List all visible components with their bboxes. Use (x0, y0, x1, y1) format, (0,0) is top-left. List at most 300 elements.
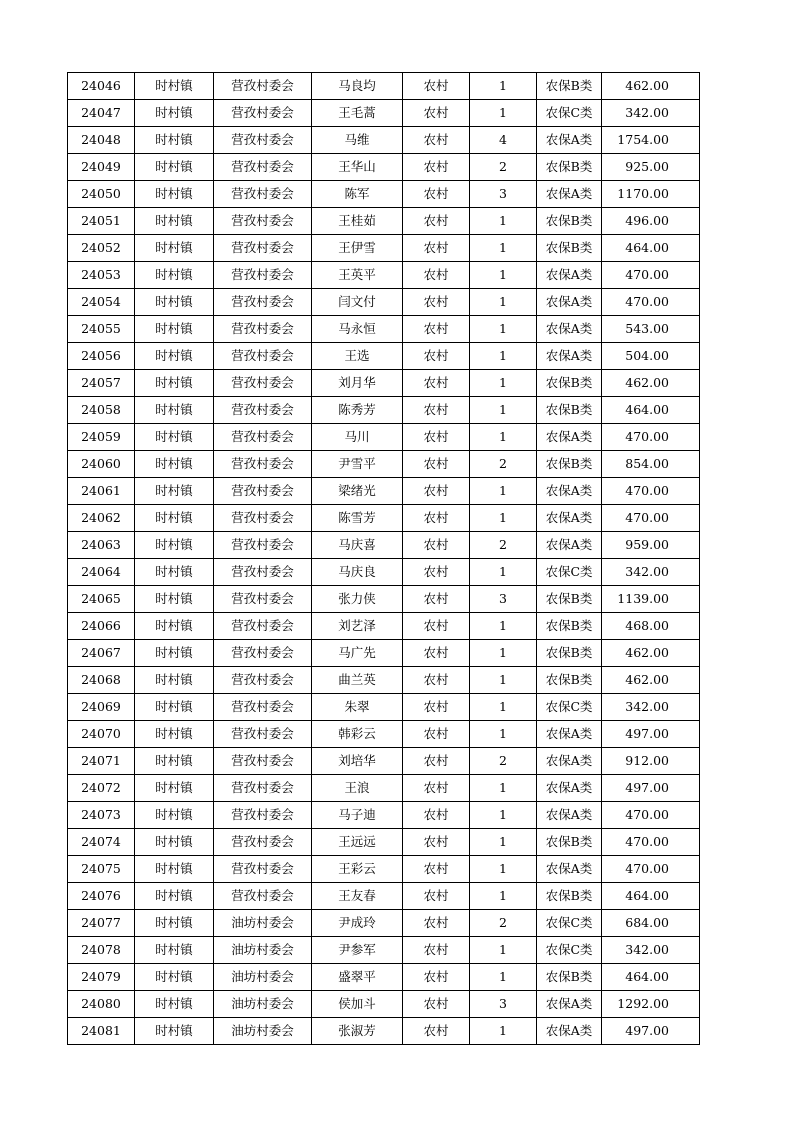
area-type-cell: 农村 (403, 910, 470, 937)
household-count-cell: 1 (470, 316, 537, 343)
table-row (68, 694, 700, 721)
town-cell: 时村镇 (135, 505, 214, 532)
record-id-cell: 24072 (68, 775, 135, 802)
area-type-cell: 农村 (403, 154, 470, 181)
table-row (68, 424, 700, 451)
insurance-category-cell: 农保A类 (537, 289, 602, 316)
village-committee-cell: 营孜村委会 (214, 478, 312, 505)
insurance-category-cell: 农保B类 (537, 73, 602, 100)
insurance-category-cell: 农保C类 (537, 694, 602, 721)
insurance-category-cell: 农保B类 (537, 829, 602, 856)
town-cell: 时村镇 (135, 694, 214, 721)
insurance-category-cell: 农保A类 (537, 991, 602, 1018)
household-count-cell: 3 (470, 181, 537, 208)
household-count-cell: 1 (470, 856, 537, 883)
insurance-category-cell: 农保A类 (537, 775, 602, 802)
area-type-cell: 农村 (403, 775, 470, 802)
person-name-cell: 刘月华 (312, 370, 403, 397)
table-row (68, 73, 700, 100)
area-type-cell: 农村 (403, 100, 470, 127)
amount-cell: 342.00 (602, 559, 700, 586)
town-cell: 时村镇 (135, 910, 214, 937)
person-name-cell: 梁绪光 (312, 478, 403, 505)
person-name-cell: 张力侠 (312, 586, 403, 613)
record-id-cell: 24077 (68, 910, 135, 937)
insurance-category-cell: 农保A类 (537, 262, 602, 289)
amount-cell: 1139.00 (602, 586, 700, 613)
amount-cell: 462.00 (602, 370, 700, 397)
amount-cell: 342.00 (602, 100, 700, 127)
household-count-cell: 1 (470, 667, 537, 694)
village-committee-cell: 营孜村委会 (214, 532, 312, 559)
person-name-cell: 马川 (312, 424, 403, 451)
record-id-cell: 24059 (68, 424, 135, 451)
insurance-category-cell: 农保A类 (537, 748, 602, 775)
village-committee-cell: 营孜村委会 (214, 505, 312, 532)
town-cell: 时村镇 (135, 289, 214, 316)
area-type-cell: 农村 (403, 505, 470, 532)
household-count-cell: 2 (470, 532, 537, 559)
town-cell: 时村镇 (135, 343, 214, 370)
record-id-cell: 24066 (68, 613, 135, 640)
table-row (68, 532, 700, 559)
household-count-cell: 1 (470, 505, 537, 532)
household-count-cell: 1 (470, 100, 537, 127)
person-name-cell: 闫文付 (312, 289, 403, 316)
insurance-category-cell: 农保B类 (537, 964, 602, 991)
town-cell: 时村镇 (135, 478, 214, 505)
insurance-category-cell: 农保A类 (537, 802, 602, 829)
village-committee-cell: 营孜村委会 (214, 667, 312, 694)
area-type-cell: 农村 (403, 586, 470, 613)
household-count-cell: 1 (470, 397, 537, 424)
insurance-category-cell: 农保B类 (537, 586, 602, 613)
village-committee-cell: 营孜村委会 (214, 640, 312, 667)
village-committee-cell: 营孜村委会 (214, 100, 312, 127)
table-row (68, 937, 700, 964)
person-name-cell: 王毛蒿 (312, 100, 403, 127)
person-name-cell: 王友春 (312, 883, 403, 910)
amount-cell: 470.00 (602, 424, 700, 451)
insurance-category-cell: 农保A类 (537, 1018, 602, 1045)
person-name-cell: 王选 (312, 343, 403, 370)
village-committee-cell: 营孜村委会 (214, 748, 312, 775)
insurance-category-cell: 农保C类 (537, 559, 602, 586)
record-id-cell: 24080 (68, 991, 135, 1018)
town-cell: 时村镇 (135, 235, 214, 262)
household-count-cell: 1 (470, 478, 537, 505)
town-cell: 时村镇 (135, 775, 214, 802)
household-count-cell: 1 (470, 964, 537, 991)
record-id-cell: 24064 (68, 559, 135, 586)
household-count-cell: 4 (470, 127, 537, 154)
amount-cell: 468.00 (602, 613, 700, 640)
record-id-cell: 24062 (68, 505, 135, 532)
amount-cell: 470.00 (602, 829, 700, 856)
person-name-cell: 侯加斗 (312, 991, 403, 1018)
amount-cell: 959.00 (602, 532, 700, 559)
village-committee-cell: 营孜村委会 (214, 559, 312, 586)
area-type-cell: 农村 (403, 721, 470, 748)
town-cell: 时村镇 (135, 451, 214, 478)
area-type-cell: 农村 (403, 343, 470, 370)
table-row (68, 910, 700, 937)
village-committee-cell: 营孜村委会 (214, 451, 312, 478)
table-row (68, 991, 700, 1018)
record-id-cell: 24065 (68, 586, 135, 613)
area-type-cell: 农村 (403, 802, 470, 829)
insurance-category-cell: 农保B类 (537, 370, 602, 397)
town-cell: 时村镇 (135, 991, 214, 1018)
table-row (68, 559, 700, 586)
person-name-cell: 王浪 (312, 775, 403, 802)
amount-cell: 464.00 (602, 883, 700, 910)
village-committee-cell: 营孜村委会 (214, 127, 312, 154)
record-id-cell: 24069 (68, 694, 135, 721)
record-id-cell: 24079 (68, 964, 135, 991)
town-cell: 时村镇 (135, 262, 214, 289)
record-id-cell: 24056 (68, 343, 135, 370)
insurance-category-cell: 农保A类 (537, 478, 602, 505)
insurance-category-cell: 农保A类 (537, 316, 602, 343)
table-row (68, 235, 700, 262)
person-name-cell: 陈雪芳 (312, 505, 403, 532)
insurance-category-cell: 农保B类 (537, 883, 602, 910)
amount-cell: 854.00 (602, 451, 700, 478)
amount-cell: 912.00 (602, 748, 700, 775)
village-committee-cell: 营孜村委会 (214, 181, 312, 208)
record-id-cell: 24052 (68, 235, 135, 262)
village-committee-cell: 油坊村委会 (214, 991, 312, 1018)
area-type-cell: 农村 (403, 208, 470, 235)
amount-cell: 497.00 (602, 775, 700, 802)
table-row (68, 289, 700, 316)
area-type-cell: 农村 (403, 883, 470, 910)
village-committee-cell: 营孜村委会 (214, 343, 312, 370)
amount-cell: 462.00 (602, 640, 700, 667)
household-count-cell: 1 (470, 937, 537, 964)
village-committee-cell: 营孜村委会 (214, 775, 312, 802)
village-committee-cell: 营孜村委会 (214, 883, 312, 910)
town-cell: 时村镇 (135, 559, 214, 586)
person-name-cell: 马广先 (312, 640, 403, 667)
area-type-cell: 农村 (403, 964, 470, 991)
amount-cell: 470.00 (602, 505, 700, 532)
table-row (68, 154, 700, 181)
household-count-cell: 1 (470, 235, 537, 262)
person-name-cell: 刘艺泽 (312, 613, 403, 640)
town-cell: 时村镇 (135, 883, 214, 910)
person-name-cell: 曲兰英 (312, 667, 403, 694)
household-count-cell: 1 (470, 829, 537, 856)
person-name-cell: 尹成玲 (312, 910, 403, 937)
village-committee-cell: 营孜村委会 (214, 721, 312, 748)
record-id-cell: 24061 (68, 478, 135, 505)
amount-cell: 1754.00 (602, 127, 700, 154)
insurance-category-cell: 农保A类 (537, 532, 602, 559)
household-count-cell: 1 (470, 424, 537, 451)
area-type-cell: 农村 (403, 748, 470, 775)
area-type-cell: 农村 (403, 856, 470, 883)
village-committee-cell: 油坊村委会 (214, 910, 312, 937)
area-type-cell: 农村 (403, 73, 470, 100)
area-type-cell: 农村 (403, 181, 470, 208)
village-committee-cell: 营孜村委会 (214, 613, 312, 640)
record-id-cell: 24063 (68, 532, 135, 559)
table-row (68, 775, 700, 802)
area-type-cell: 农村 (403, 640, 470, 667)
table-row (68, 397, 700, 424)
record-id-cell: 24060 (68, 451, 135, 478)
amount-cell: 684.00 (602, 910, 700, 937)
town-cell: 时村镇 (135, 154, 214, 181)
amount-cell: 497.00 (602, 1018, 700, 1045)
record-id-cell: 24067 (68, 640, 135, 667)
table-row (68, 829, 700, 856)
amount-cell: 1170.00 (602, 181, 700, 208)
amount-cell: 470.00 (602, 262, 700, 289)
record-id-cell: 24055 (68, 316, 135, 343)
person-name-cell: 张淑芳 (312, 1018, 403, 1045)
insurance-category-cell: 农保C类 (537, 100, 602, 127)
area-type-cell: 农村 (403, 397, 470, 424)
town-cell: 时村镇 (135, 316, 214, 343)
amount-cell: 342.00 (602, 937, 700, 964)
area-type-cell: 农村 (403, 127, 470, 154)
village-committee-cell: 营孜村委会 (214, 370, 312, 397)
person-name-cell: 刘培华 (312, 748, 403, 775)
household-count-cell: 3 (470, 991, 537, 1018)
household-count-cell: 1 (470, 775, 537, 802)
person-name-cell: 王英平 (312, 262, 403, 289)
village-committee-cell: 营孜村委会 (214, 262, 312, 289)
village-committee-cell: 营孜村委会 (214, 316, 312, 343)
area-type-cell: 农村 (403, 937, 470, 964)
records-table (67, 72, 700, 1045)
household-count-cell: 1 (470, 262, 537, 289)
record-id-cell: 24074 (68, 829, 135, 856)
record-id-cell: 24051 (68, 208, 135, 235)
table-row (68, 1018, 700, 1045)
amount-cell: 470.00 (602, 289, 700, 316)
table-row (68, 316, 700, 343)
record-id-cell: 24054 (68, 289, 135, 316)
village-committee-cell: 营孜村委会 (214, 154, 312, 181)
record-id-cell: 24076 (68, 883, 135, 910)
table-row (68, 748, 700, 775)
town-cell: 时村镇 (135, 748, 214, 775)
area-type-cell: 农村 (403, 424, 470, 451)
record-id-cell: 24070 (68, 721, 135, 748)
amount-cell: 1292.00 (602, 991, 700, 1018)
amount-cell: 543.00 (602, 316, 700, 343)
town-cell: 时村镇 (135, 532, 214, 559)
insurance-category-cell: 农保B类 (537, 397, 602, 424)
insurance-category-cell: 农保A类 (537, 721, 602, 748)
household-count-cell: 2 (470, 748, 537, 775)
person-name-cell: 韩彩云 (312, 721, 403, 748)
town-cell: 时村镇 (135, 721, 214, 748)
village-committee-cell: 营孜村委会 (214, 208, 312, 235)
table-row (68, 802, 700, 829)
record-id-cell: 24075 (68, 856, 135, 883)
person-name-cell: 王远远 (312, 829, 403, 856)
town-cell: 时村镇 (135, 127, 214, 154)
person-name-cell: 马永恒 (312, 316, 403, 343)
person-name-cell: 马子迪 (312, 802, 403, 829)
person-name-cell: 盛翠平 (312, 964, 403, 991)
record-id-cell: 24068 (68, 667, 135, 694)
table-row (68, 613, 700, 640)
person-name-cell: 马庆良 (312, 559, 403, 586)
village-committee-cell: 营孜村委会 (214, 289, 312, 316)
amount-cell: 504.00 (602, 343, 700, 370)
insurance-category-cell: 农保B类 (537, 154, 602, 181)
amount-cell: 342.00 (602, 694, 700, 721)
town-cell: 时村镇 (135, 424, 214, 451)
area-type-cell: 农村 (403, 991, 470, 1018)
area-type-cell: 农村 (403, 370, 470, 397)
village-committee-cell: 营孜村委会 (214, 235, 312, 262)
town-cell: 时村镇 (135, 370, 214, 397)
village-committee-cell: 油坊村委会 (214, 937, 312, 964)
amount-cell: 464.00 (602, 964, 700, 991)
insurance-category-cell: 农保B类 (537, 613, 602, 640)
person-name-cell: 陈秀芳 (312, 397, 403, 424)
town-cell: 时村镇 (135, 937, 214, 964)
village-committee-cell: 营孜村委会 (214, 802, 312, 829)
town-cell: 时村镇 (135, 667, 214, 694)
record-id-cell: 24081 (68, 1018, 135, 1045)
person-name-cell: 尹参军 (312, 937, 403, 964)
household-count-cell: 2 (470, 154, 537, 181)
table-row (68, 208, 700, 235)
person-name-cell: 马维 (312, 127, 403, 154)
record-id-cell: 24057 (68, 370, 135, 397)
amount-cell: 496.00 (602, 208, 700, 235)
area-type-cell: 农村 (403, 829, 470, 856)
area-type-cell: 农村 (403, 289, 470, 316)
town-cell: 时村镇 (135, 181, 214, 208)
area-type-cell: 农村 (403, 316, 470, 343)
amount-cell: 470.00 (602, 802, 700, 829)
town-cell: 时村镇 (135, 856, 214, 883)
town-cell: 时村镇 (135, 640, 214, 667)
village-committee-cell: 营孜村委会 (214, 73, 312, 100)
town-cell: 时村镇 (135, 586, 214, 613)
person-name-cell: 陈军 (312, 181, 403, 208)
village-committee-cell: 营孜村委会 (214, 829, 312, 856)
village-committee-cell: 营孜村委会 (214, 856, 312, 883)
household-count-cell: 1 (470, 370, 537, 397)
table-body (68, 73, 700, 1045)
person-name-cell: 马庆喜 (312, 532, 403, 559)
town-cell: 时村镇 (135, 613, 214, 640)
amount-cell: 462.00 (602, 73, 700, 100)
record-id-cell: 24048 (68, 127, 135, 154)
table-row (68, 586, 700, 613)
insurance-category-cell: 农保B类 (537, 235, 602, 262)
household-count-cell: 2 (470, 910, 537, 937)
record-id-cell: 24049 (68, 154, 135, 181)
insurance-category-cell: 农保A类 (537, 505, 602, 532)
table-row (68, 856, 700, 883)
insurance-category-cell: 农保A类 (537, 856, 602, 883)
area-type-cell: 农村 (403, 532, 470, 559)
record-id-cell: 24053 (68, 262, 135, 289)
table-row (68, 964, 700, 991)
town-cell: 时村镇 (135, 100, 214, 127)
village-committee-cell: 营孜村委会 (214, 586, 312, 613)
village-committee-cell: 油坊村委会 (214, 1018, 312, 1045)
person-name-cell: 马良均 (312, 73, 403, 100)
insurance-category-cell: 农保A类 (537, 127, 602, 154)
village-committee-cell: 油坊村委会 (214, 964, 312, 991)
insurance-category-cell: 农保B类 (537, 667, 602, 694)
insurance-category-cell: 农保B类 (537, 640, 602, 667)
table-row (68, 451, 700, 478)
insurance-category-cell: 农保B类 (537, 208, 602, 235)
record-id-cell: 24071 (68, 748, 135, 775)
insurance-category-cell: 农保C类 (537, 937, 602, 964)
town-cell: 时村镇 (135, 829, 214, 856)
household-count-cell: 1 (470, 208, 537, 235)
table-row (68, 370, 700, 397)
town-cell: 时村镇 (135, 802, 214, 829)
amount-cell: 925.00 (602, 154, 700, 181)
record-id-cell: 24047 (68, 100, 135, 127)
amount-cell: 470.00 (602, 856, 700, 883)
table-row (68, 667, 700, 694)
village-committee-cell: 营孜村委会 (214, 424, 312, 451)
insurance-category-cell: 农保A类 (537, 343, 602, 370)
town-cell: 时村镇 (135, 1018, 214, 1045)
amount-cell: 462.00 (602, 667, 700, 694)
household-count-cell: 1 (470, 1018, 537, 1045)
table-row (68, 181, 700, 208)
record-id-cell: 24050 (68, 181, 135, 208)
town-cell: 时村镇 (135, 208, 214, 235)
town-cell: 时村镇 (135, 964, 214, 991)
area-type-cell: 农村 (403, 478, 470, 505)
insurance-category-cell: 农保A类 (537, 181, 602, 208)
person-name-cell: 朱翠 (312, 694, 403, 721)
household-count-cell: 2 (470, 451, 537, 478)
household-count-cell: 1 (470, 721, 537, 748)
household-count-cell: 1 (470, 883, 537, 910)
area-type-cell: 农村 (403, 1018, 470, 1045)
household-count-cell: 1 (470, 289, 537, 316)
area-type-cell: 农村 (403, 451, 470, 478)
table-row (68, 721, 700, 748)
insurance-category-cell: 农保A类 (537, 424, 602, 451)
amount-cell: 497.00 (602, 721, 700, 748)
area-type-cell: 农村 (403, 613, 470, 640)
table-row (68, 883, 700, 910)
table-row (68, 127, 700, 154)
household-count-cell: 1 (470, 559, 537, 586)
town-cell: 时村镇 (135, 73, 214, 100)
person-name-cell: 王华山 (312, 154, 403, 181)
household-count-cell: 1 (470, 613, 537, 640)
person-name-cell: 王桂茹 (312, 208, 403, 235)
household-count-cell: 1 (470, 802, 537, 829)
area-type-cell: 农村 (403, 667, 470, 694)
household-count-cell: 1 (470, 694, 537, 721)
village-committee-cell: 营孜村委会 (214, 397, 312, 424)
area-type-cell: 农村 (403, 262, 470, 289)
amount-cell: 464.00 (602, 235, 700, 262)
